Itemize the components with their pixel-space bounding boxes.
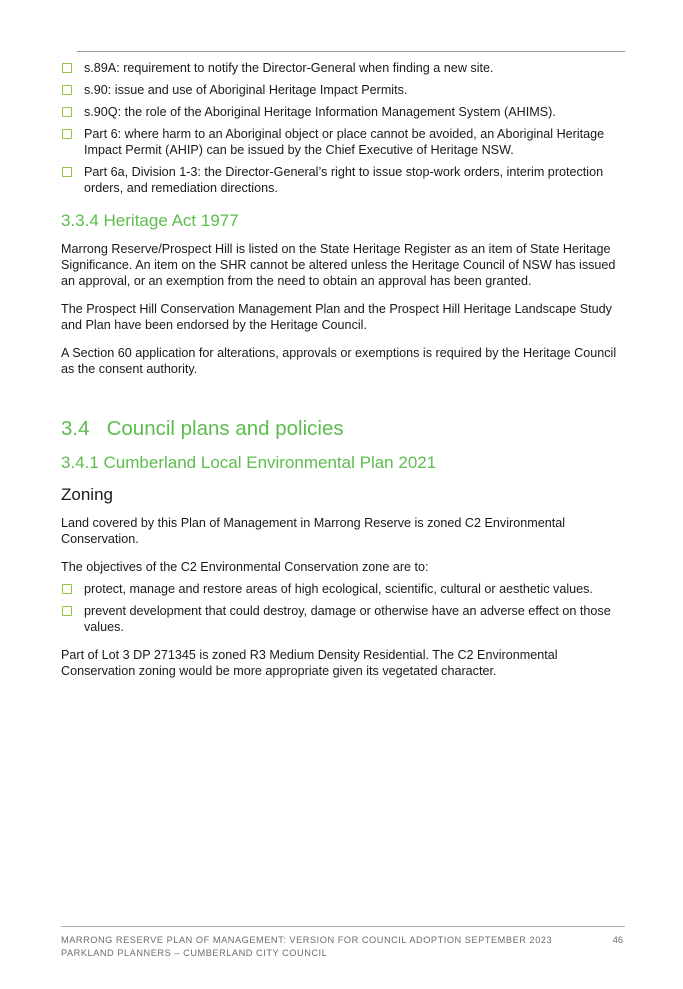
footer-document-title: MARRONG RESERVE PLAN OF MANAGEMENT: VERSION FOR COUNCIL ADOPTION SEPTEMBER 2023 <box>61 935 553 945</box>
list-item-text: s.90Q: the role of the Aboriginal Heritage Information Management System (AHIMS). <box>84 105 556 119</box>
paragraph: A Section 60 application for alterations, approvals or exemptions is required by the Heritage Council as the consent authority. <box>61 346 617 376</box>
footer-divider <box>61 926 625 927</box>
list-item <box>61 164 627 196</box>
square-bullet-icon <box>62 107 72 117</box>
square-bullet-icon <box>62 167 72 177</box>
list-item <box>61 60 627 76</box>
list-item <box>61 82 627 98</box>
section-spacer <box>61 389 627 417</box>
square-bullet-icon <box>62 606 72 616</box>
paragraph: Land covered by this Plan of Management in Marrong Reserve is zoned C2 Environmental Conservation. <box>61 516 566 546</box>
paragraph: Marrong Reserve/Prospect Hill is listed on the State Heritage Register as an item of State Heritage Significance. An item on the SHR cannot be altered unless the Heritage Council of NSW has issued an approval, or an exemption from the need to obtain an approval has been granted. <box>61 242 616 288</box>
list-item-text: s.90: issue and use of Aboriginal Heritage Impact Permits. <box>84 83 408 97</box>
list-item-text: s.89A: requirement to notify the Director-General when finding a new site. <box>84 61 494 75</box>
square-bullet-icon <box>62 584 72 594</box>
heading-zoning: Zoning <box>61 485 113 504</box>
list-item <box>61 104 627 120</box>
heading-heritage-act: 3.3.4 Heritage Act 1977 <box>61 211 239 230</box>
paragraph: Part of Lot 3 DP 271345 is zoned R3 Medium Density Residential. The C2 Environmental Conservation zoning would be more appropriate given its vegetated character. <box>61 648 558 678</box>
list-item <box>61 603 627 635</box>
list-item-text: protect, manage and restore areas of high ecological, scientific, cultural or aesthetic values. <box>84 582 593 596</box>
heading-council-plans: 3.4 Council plans and policies <box>61 417 344 440</box>
square-bullet-icon <box>62 85 72 95</box>
footer-author: PARKLAND PLANNERS – CUMBERLAND CITY COUNCIL <box>61 948 328 958</box>
aboriginal-heritage-bullet-list <box>61 60 627 196</box>
paragraph: The Prospect Hill Conservation Management Plan and the Prospect Hill Heritage Landscape Study and Plan have been endorsed by the Heritage Council. <box>61 302 612 332</box>
page-content <box>61 60 627 691</box>
list-item-text: Part 6a, Division 1-3: the Director-General’s right to issue stop-work orders, interim protection orders, and remediation directions. <box>84 165 604 195</box>
square-bullet-icon <box>62 63 72 73</box>
page-number: 46 <box>612 935 623 945</box>
square-bullet-icon <box>62 129 72 139</box>
paragraph: The objectives of the C2 Environmental Conservation zone are to: <box>61 560 429 574</box>
page-footer <box>61 934 625 960</box>
heading-cumberland-lep: 3.4.1 Cumberland Local Environmental Plan 2021 <box>61 453 437 472</box>
list-item-text: Part 6: where harm to an Aboriginal object or place cannot be avoided, an Aboriginal Heritage Impact Permit (AHIP) can be issued by the Chief Executive of Heritage NSW. <box>84 127 605 157</box>
list-item-text: prevent development that could destroy, damage or otherwise have an adverse effect on those values. <box>84 604 611 634</box>
list-item <box>61 126 627 158</box>
list-item <box>61 581 627 597</box>
top-divider <box>77 51 625 52</box>
zone-objectives-list <box>61 581 627 635</box>
